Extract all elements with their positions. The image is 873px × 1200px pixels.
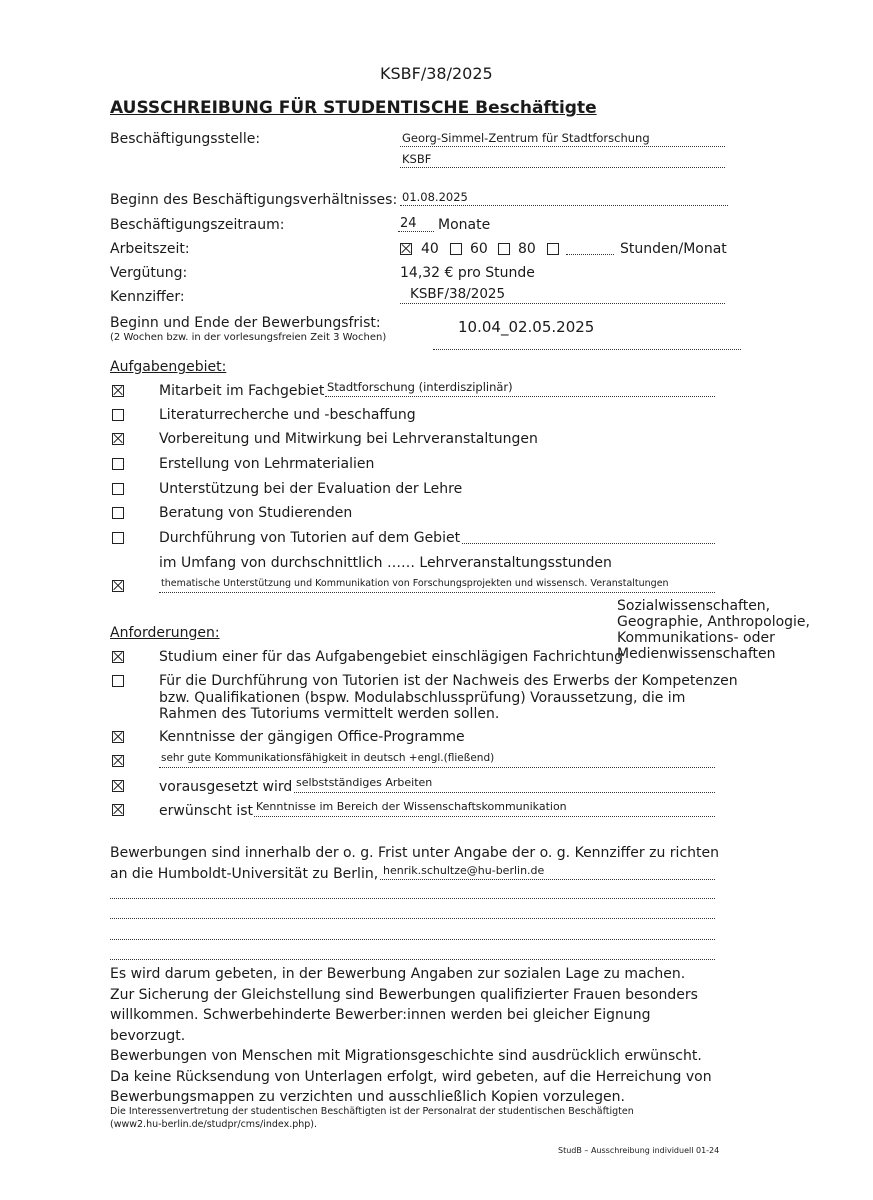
task-checkbox-literatur[interactable] [112, 409, 124, 421]
req-label-office: Kenntnisse der gängigen Office-Programme [159, 729, 465, 745]
period-line [398, 231, 434, 232]
deadline-line [433, 349, 741, 350]
employer-line-2 [400, 167, 725, 168]
period-label: Beschäftigungszeitraum: [110, 217, 285, 233]
task-checkbox-lehrmaterialien[interactable] [112, 458, 124, 470]
task-label-tutorien: Durchführung von Tutorien auf dem Gebiet [159, 530, 461, 546]
fields-note-3: Kommunikations- oder [617, 630, 775, 646]
pay-value: 14,32 € pro Stunde [400, 265, 535, 281]
application-blank-line-1 [110, 898, 715, 899]
req-label-erwuenscht: erwünscht ist [159, 803, 254, 819]
task-label-literatur: Literaturrecherche und -beschaffung [159, 407, 416, 423]
task-label-beratung: Beratung von Studierenden [159, 505, 353, 521]
reference-number: KSBF/38/2025 [380, 64, 493, 83]
footer-line-1: Die Interessenvertretung der studentischen Beschäftigten ist der Personalrat der studentischen Beschäftigten [110, 1106, 634, 1117]
notice-paragraph [110, 964, 720, 1108]
application-line-1: Bewerbungen sind innerhalb der o. g. Frist unter Angabe der o. g. Kennziffer zu richten [110, 845, 719, 861]
req-value-erwuenscht: Kenntnisse im Bereich der Wissenschaftskommunikation [256, 800, 567, 813]
start-line [400, 205, 728, 206]
notice-line-4: Bewerbungen von Menschen mit Migrationsgeschichte sind ausdrücklich erwünscht. [110, 1048, 702, 1064]
req-line-erwuenscht [254, 816, 715, 817]
req-line-kommunikation [159, 767, 715, 768]
req-checkbox-tutorien[interactable] [112, 675, 124, 687]
req-label-tutorien-1: Für die Durchführung von Tutorien ist der Nachweis des Erwerbs der Kompetenzen [159, 673, 738, 689]
req-checkbox-kommunikation[interactable] [112, 755, 124, 767]
deadline-value: 10.04_02.05.2025 [458, 318, 595, 336]
task-checkbox-thematisch[interactable] [112, 580, 124, 592]
code-value: KSBF/38/2025 [410, 286, 506, 302]
deadline-note: (2 Wochen bzw. in der vorlesungsfreien Zeit 3 Wochen) [110, 332, 387, 343]
period-unit: Monate [438, 217, 491, 233]
hours-80-checkbox[interactable] [498, 243, 510, 255]
hours-label: Arbeitszeit: [110, 241, 190, 257]
code-line [400, 303, 725, 304]
pay-label: Vergütung: [110, 265, 188, 281]
req-checkbox-office[interactable] [112, 731, 124, 743]
hours-80-label: 80 [518, 241, 536, 257]
tasks-heading: Aufgabengebiet: [110, 359, 227, 375]
footer-line-2: (www2.hu-berlin.de/studpr/cms/index.php). [110, 1119, 318, 1130]
task-checkbox-evaluation[interactable] [112, 483, 124, 495]
req-label-tutorien-3: Rahmen des Tutoriums vermittelt werden sollen. [159, 706, 500, 722]
req-value-vorausgesetzt: selbstständiges Arbeiten [296, 776, 433, 789]
hours-40-checkbox[interactable] [400, 243, 412, 255]
code-label: Kennziffer: [110, 289, 185, 305]
hours-unit: Stunden/Monat [620, 241, 727, 257]
application-blank-line-2 [110, 918, 715, 919]
employer-label: Beschäftigungsstelle: [110, 131, 261, 147]
application-blank-line-3 [110, 939, 715, 940]
task-line-thematisch [159, 592, 715, 593]
application-email: henrik.schultze@hu-berlin.de [383, 864, 545, 877]
req-checkbox-erwuenscht[interactable] [112, 804, 124, 816]
application-blank-line-4 [110, 959, 715, 960]
hours-60-label: 60 [470, 241, 488, 257]
task-line-tutorien [462, 543, 715, 544]
fields-note-4: Medienwissenschaften [617, 646, 776, 662]
employer-value-1: Georg-Simmel-Zentrum für Stadtforschung [402, 131, 650, 145]
start-value: 01.08.2025 [402, 190, 468, 204]
notice-line-6: Bewerbungsmappen zu verzichten und ausschließlich Kopien vorzulegen. [110, 1089, 625, 1105]
task-value-fachgebiet: Stadtforschung (interdisziplinär) [327, 380, 513, 394]
req-label-studium: Studium einer für das Aufgabengebiet einschlägigen Fachrichtung [159, 649, 624, 665]
deadline-label: Beginn und Ende der Bewerbungsfrist: [110, 315, 381, 331]
req-label-vorausgesetzt: vorausgesetzt wird [159, 779, 293, 795]
form-id: StudB – Ausschreibung individuell 01-24 [558, 1146, 720, 1155]
task-label-fachgebiet: Mitarbeit im Fachgebiet [159, 383, 325, 399]
hours-custom-checkbox[interactable] [547, 243, 559, 255]
hours-60-checkbox[interactable] [450, 243, 462, 255]
req-checkbox-vorausgesetzt[interactable] [112, 780, 124, 792]
notice-line-2: Zur Sicherung der Gleichstellung sind Bewerbungen qualifizierter Frauen besonders [110, 986, 698, 1003]
task-label-evaluation: Unterstützung bei der Evaluation der Lehre [159, 481, 463, 497]
notice-line-5: Da keine Rücksendung von Unterlagen erfolgt, wird gebeten, auf die Herreichung von [110, 1068, 712, 1085]
period-value: 24 [400, 216, 417, 231]
employer-line-1 [400, 146, 725, 147]
task-checkbox-beratung[interactable] [112, 507, 124, 519]
page-title: AUSSCHREIBUNG FÜR STUDENTISCHE Beschäftigte [110, 98, 597, 118]
hours-40-label: 40 [421, 241, 439, 257]
hours-custom-line [566, 254, 614, 255]
requirements-heading: Anforderungen: [110, 625, 220, 641]
fields-note-1: Sozialwissenschaften, [617, 598, 771, 614]
task-checkbox-lehrveranstaltungen[interactable] [112, 433, 124, 445]
task-checkbox-tutorien[interactable] [112, 532, 124, 544]
req-line-vorausgesetzt [294, 792, 715, 793]
task-label-thematisch: thematische Unterstützung und Kommunikation von Forschungsprojekten und wissensch. Veranstaltungen [161, 578, 669, 589]
task-label-lehrveranstaltungen: Vorbereitung und Mitwirkung bei Lehrveranstaltungen [159, 431, 538, 447]
application-line-email [380, 879, 715, 880]
notice-line-1: Es wird darum gebeten, in der Bewerbung Angaben zur sozialen Lage zu machen. [110, 966, 686, 982]
task-checkbox-fachgebiet[interactable] [112, 385, 124, 397]
req-label-kommunikation: sehr gute Kommunikationsfähigkeit in deutsch +engl.(fließend) [161, 752, 495, 764]
employer-value-2: KSBF [402, 152, 432, 166]
task-line-fachgebiet [325, 396, 715, 397]
application-line-2: an die Humboldt-Universität zu Berlin, [110, 866, 379, 882]
start-label: Beginn des Beschäftigungsverhältnisses: [110, 192, 398, 208]
task-label-lehrmaterialien: Erstellung von Lehrmaterialien [159, 456, 375, 472]
notice-line-3: willkommen. Schwerbehinderte Bewerber:innen werden bei gleicher Eignung bevorzugt. [110, 1007, 651, 1044]
req-checkbox-studium[interactable] [112, 651, 124, 663]
req-label-tutorien-2: bzw. Qualifikationen (bspw. Modulabschlussprüfung) Voraussetzung, die im [159, 690, 686, 706]
fields-note-2: Geographie, Anthropologie, [617, 614, 810, 630]
tutorial-scope: im Umfang von durchschnittlich …… Lehrveranstaltungsstunden [159, 555, 612, 571]
